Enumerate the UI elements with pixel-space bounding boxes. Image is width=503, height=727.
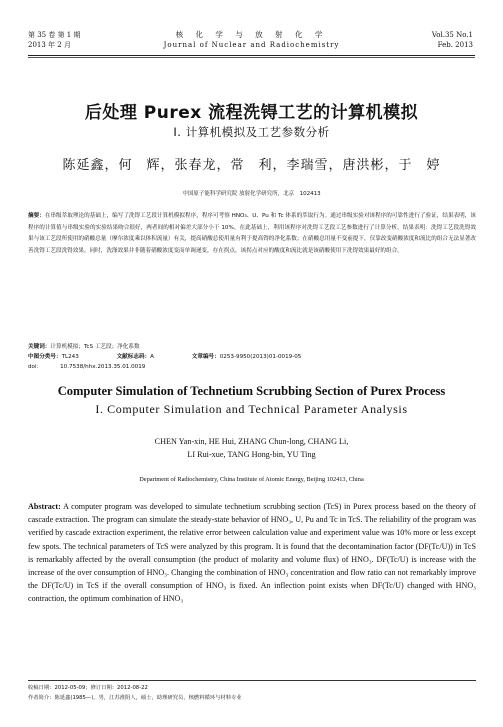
abstract-en-text: A computer program was developed to simulate technetium scrubbing section (TcS) in Purex process based on the theory of cascade extraction. The program can simulate the steady-state behavior of HNO₃, U, Pu and Tc in TcS. The reliability of the program was verified by cascade extraction experiment, the relative error between calculation value and experiment value was 10% more or less except few spots. The technical parameters of TcS were analyzed by this program. It is found that the decontamination factor (DF(Tc/U)) in TcS is remarkably affected by the overall consumption (the product of molarity and volume flux) of HNO₃. DF(Tc/U) is increase with the increase of the over consumption of HNO₃. Changing the combination of HNO₃ concentration and flow ratio can not remarkably improve the DF(Tc/U) in TcS if the overall consumption of HNO₃ is fixed. An inflection point exists when DF(Tc/U) changed with HNO₃ contraction, the optimum combination of HNO₃ xyxy=(28,502,477,604)
volume-en: Vol.35 No.1 xyxy=(431,31,473,39)
date-en: Feb. 2013 xyxy=(437,41,473,49)
abstract-cn xyxy=(28,211,476,257)
doi-link[interactable]: 10.7538/hhx.2013.35.01.0019 xyxy=(60,364,146,370)
received-date: 收稿日期：2012-05-09；修订日期：2012-08-22 xyxy=(28,685,148,691)
running-header-right xyxy=(432,30,473,50)
journal-name-en: Journal of Nuclear and Radiochemistry xyxy=(163,41,340,49)
keywords-cn-label: 关键词： xyxy=(28,344,51,350)
running-header-center xyxy=(0,30,503,50)
footnote-rule xyxy=(28,680,476,681)
abstract-cn-text: 在串级萃取理论的基础上，编写了洗锝工艺段计算机模拟程序，程序可考察 HNO₃、U、Pu 和 Tc 体系的萃取行为。通过串级实验对该程序的可靠性进行了验证，结果表明，该程序的计算值与串级实验的实验结果吻合很好，两者间的相对偏差大部分小于 10%。在此基础上，利用该程序对洗锝工艺段工艺参数进行了计算分析，结果表明：洗锝工艺段洗锝效果与该工艺段所使用的硝酸总量（摩尔浓度乘以体积流量）有关，提高硝酸总使用量有利于提高锝的净化系数；在硝酸总用量不变前提下，仅靠改变硝酸浓度和流比的组合无法显著改善洗锝工艺段洗锝效果，同时，洗涤效果并非随着硝酸浓度变而单调递变，存在拐点，该拐点对应的酸度和流比就是该硝酸使用下洗锝效果最好的组合。 xyxy=(28,213,476,254)
subtitle-en: I. Computer Simulation and Technical Parameter Analysis xyxy=(95,402,408,416)
header-rule-thin xyxy=(28,57,475,58)
authors-en-line2: LI Rui-xue, TANG Hong-bin, YU Ting xyxy=(187,450,316,459)
authors-cn: 陈延鑫，何 辉，张春龙，常 利，李瑞雪，唐洪彬，于 婷 xyxy=(62,158,441,173)
volume-cn: 第 35 卷 第 1 期 xyxy=(28,31,81,39)
doi-line xyxy=(28,362,476,372)
author-bio: 作者简介：陈延鑫(1985—)，男，江苏淮阴人，硕士，助理研究员，核燃料循环与材料专业 xyxy=(28,695,242,701)
affiliation-en: Department of Radiochemistry, China Institute of Atomic Energy, Beijing 102413, China xyxy=(139,476,364,483)
authors-en-line1: CHEN Yan-xin, HE Hui, ZHANG Chun-long, CHANG Li, xyxy=(154,437,349,446)
abstract-cn-label: 摘要： xyxy=(28,213,45,219)
title-en: Computer Simulation of Technetium Scrubbing Section of Purex Process xyxy=(57,384,446,398)
abstract-en xyxy=(28,500,476,606)
document-code: 文献标志码：A xyxy=(116,354,154,360)
title-cn: 后处理 Purex 流程洗锝工艺的计算机模拟 xyxy=(84,103,419,123)
article-number: 文章编号：0253-9950(2013)01-0019-05 xyxy=(191,354,302,360)
abstract-en-label: Abstract: xyxy=(28,502,61,511)
journal-name-cn: 核 化 学 与 放 射 化 学 xyxy=(175,30,328,39)
classification-line xyxy=(28,352,476,362)
clc-code: 中图分类号：TL243 xyxy=(28,354,79,360)
authors-en xyxy=(0,435,503,461)
keywords-cn-text: 计算机模拟；TcS 工艺段；净化系数 xyxy=(50,344,140,350)
date-cn: 2013 年 2 月 xyxy=(28,41,71,49)
header-rule xyxy=(28,55,475,56)
doi-label: doi： xyxy=(28,364,43,370)
keywords-cn xyxy=(28,342,476,352)
affiliation-cn: 中国原子能科学研究院 放射化学研究所，北京 102413 xyxy=(182,191,321,197)
subtitle-cn: I. 计算机模拟及工艺参数分析 xyxy=(173,125,330,139)
